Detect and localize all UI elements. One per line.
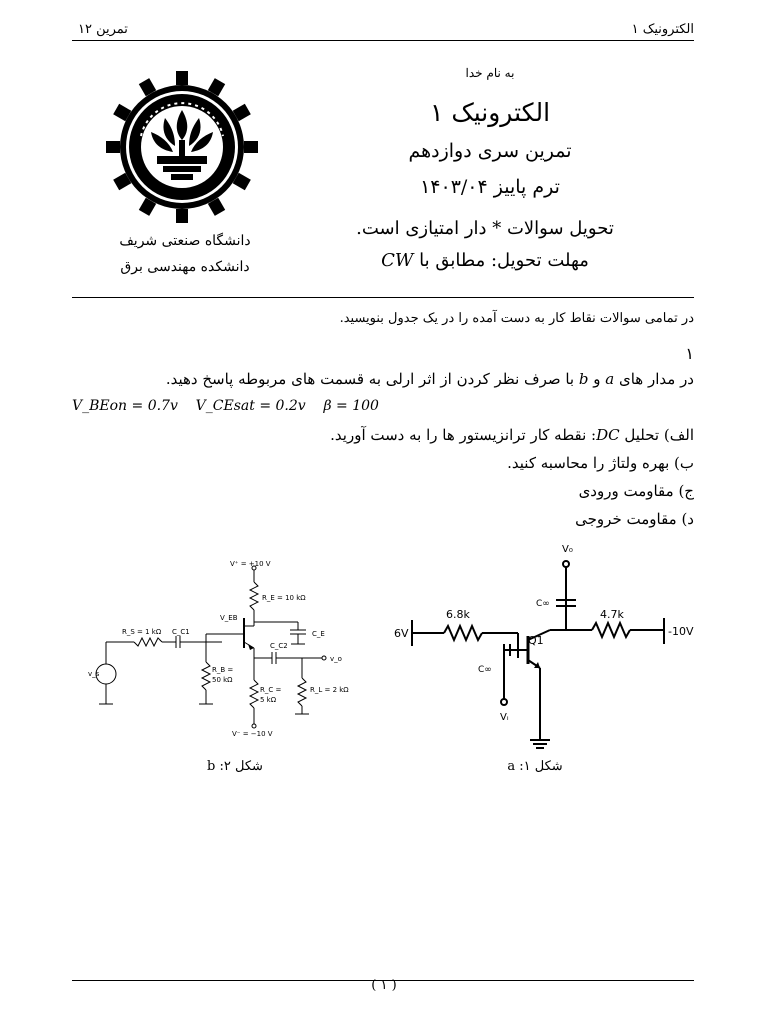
fig-b-vs-label: v_s xyxy=(88,670,100,678)
fig-a-co-label: C∞ xyxy=(536,599,550,609)
fig-a-vo-label: V₀ xyxy=(562,544,573,555)
fig-b-rb-value: 50 kΩ xyxy=(212,676,233,684)
page-number: ( ۱ ) xyxy=(371,978,397,993)
deadline-label: مهلت تحویل: مطابق با xyxy=(413,250,589,271)
fig-b-rl-label: R_L = 2 kΩ xyxy=(310,686,349,694)
var-b: b xyxy=(578,370,589,388)
university-name: دانشگاه صنعتی شریف xyxy=(119,233,251,249)
header-assignment: تمرین ۱۲ xyxy=(78,22,128,37)
item-a xyxy=(330,426,694,444)
fig-b-rc-value: 5 kΩ xyxy=(260,696,277,704)
header-course: الکترونیک ۱ xyxy=(631,22,694,37)
fig-b-cc1-label: C_C1 xyxy=(172,628,190,636)
item-a-suffix: : نقطه کار ترانزیستور ها را به دست آورید. xyxy=(330,426,597,444)
fig-b-rs-label: R_S = 1 kΩ xyxy=(122,628,162,636)
title-rule xyxy=(72,297,694,298)
faculty-name: دانشکده مهندسی برق xyxy=(120,259,250,275)
fig-a-q1-label: Q1 xyxy=(528,634,544,647)
item-c: ج) مقاومت ورودی xyxy=(578,482,694,500)
fig-b-rb-label: R_B = xyxy=(212,666,234,674)
fig-b-veb-label: V_EB xyxy=(220,614,238,622)
deadline xyxy=(340,250,630,271)
header-rule xyxy=(72,40,694,41)
fig-b-vminus-label: V⁻ = −10 V xyxy=(232,730,273,738)
fig-a-vi-label: Vᵢ xyxy=(500,712,509,723)
bonus-note: تحویل سوالات * دار امتیازی است. xyxy=(356,218,614,239)
fig-b-vplus-label: V⁺ = +10 V xyxy=(230,560,271,568)
circuit-b xyxy=(86,548,382,748)
term: ترم پاییز ۱۴۰۳/۰۴ xyxy=(420,176,560,198)
question-text-part1: در مدار های xyxy=(614,370,694,388)
university-logo-icon xyxy=(105,70,259,224)
question-text-part3: با صرف نظر کردن از اثر ارلی به قسمت های مربوطه پاسخ دهید. xyxy=(165,370,579,388)
item-a-math: DC xyxy=(596,426,620,444)
var-a: a xyxy=(605,370,615,388)
fig-b-rc-label: R_C = xyxy=(260,686,282,694)
basmala: به نام خدا xyxy=(465,66,515,80)
item-d: د) مقاومت خروجی xyxy=(575,510,694,528)
circuit-a xyxy=(388,540,694,750)
deadline-math: CW xyxy=(381,250,414,271)
fig-a-6v-label: 6V xyxy=(394,627,409,640)
course-title: الکترونیک ۱ xyxy=(429,98,551,127)
question-number: ۱ xyxy=(685,344,694,363)
fig-b-cc2-label: C_C2 xyxy=(270,642,288,650)
question-text-part2: و xyxy=(588,370,606,388)
figure-a-caption: شکل ۱: a xyxy=(507,759,563,774)
fig-b-re-label: R_E = 10 kΩ xyxy=(262,594,306,602)
fig-a-r2-label: 4.7k xyxy=(600,608,624,621)
assignment-subtitle: تمرین سری دوازدهم xyxy=(408,140,572,162)
intro-text: در تمامی سوالات نقاط کار به دست آمده را در یک جدول بنویسید. xyxy=(339,311,694,326)
item-b: ب) بهره ولتاژ را محاسبه کنید. xyxy=(507,454,694,472)
fig-a-ci-label: C∞ xyxy=(478,665,492,675)
question-text xyxy=(166,370,694,388)
fig-b-vo-label: v_o xyxy=(330,655,342,663)
sharif-logo xyxy=(105,70,259,224)
figure-b-caption: شکل ۲: b xyxy=(207,759,263,774)
item-a-prefix: الف) تحلیل xyxy=(619,426,694,444)
fig-b-ce-label: C_E xyxy=(312,630,325,638)
parameters: V_BEon = 0.7v V_CEsat = 0.2v β = 100 xyxy=(72,398,379,414)
fig-a-r1-label: 6.8k xyxy=(446,608,470,621)
fig-a-neg10v-label: -10V xyxy=(668,625,694,638)
